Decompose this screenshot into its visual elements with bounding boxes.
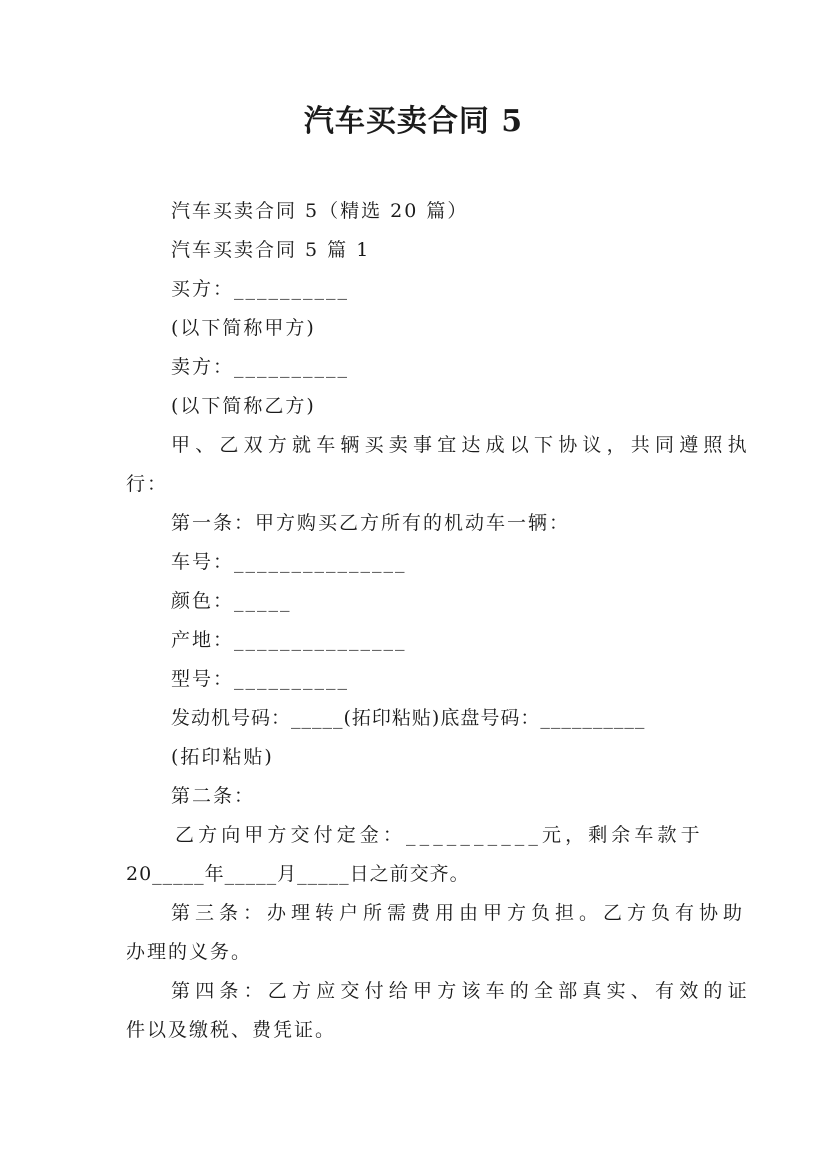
article-four-line: 第四条：乙方应交付给甲方该车的全部真实、有效的证 bbox=[171, 980, 752, 1002]
article-three-line: 办理的义务。 bbox=[126, 941, 253, 963]
article-three-line: 第三条：办理转户所需费用由甲方负担。乙方负有协助 bbox=[171, 902, 748, 924]
buyer-note: (以下简称甲方) bbox=[171, 317, 316, 339]
seller-line: 卖方：__________ bbox=[171, 356, 350, 378]
buyer-line: 买方：__________ bbox=[171, 278, 350, 300]
rubbing-note: (拓印粘贴) bbox=[171, 746, 274, 768]
color-line: 颜色：_____ bbox=[171, 590, 292, 612]
plate-number-line: 车号：_______________ bbox=[171, 551, 407, 573]
article-two: 第二条： bbox=[171, 785, 256, 807]
agreement-paragraph-line: 甲、乙双方就车辆买卖事宜达成以下协议，共同遵照执 bbox=[171, 434, 752, 456]
origin-line: 产地：_______________ bbox=[171, 629, 407, 651]
agreement-paragraph-line: 行： bbox=[126, 473, 169, 495]
document-title: 汽车买卖合同 5 bbox=[303, 104, 524, 139]
deposit-paragraph-line: 20_____年_____月_____日之前交齐。 bbox=[126, 863, 470, 885]
model-line: 型号：__________ bbox=[171, 668, 350, 690]
article-one: 第一条：甲方购买乙方所有的机动车一辆： bbox=[171, 512, 571, 534]
deposit-paragraph-line: 乙方向甲方交付定金：__________元，剩余车款于 bbox=[175, 824, 704, 846]
section-heading: 汽车买卖合同 5 篇 1 bbox=[171, 239, 371, 261]
seller-note: (以下简称乙方) bbox=[171, 395, 316, 417]
engine-chassis-line: 发动机号码：_____(拓印粘贴)底盘号码：__________ bbox=[171, 707, 646, 729]
article-four-line: 件以及缴税、费凭证。 bbox=[126, 1019, 337, 1041]
subtitle-line: 汽车买卖合同 5（精选 20 篇） bbox=[171, 200, 469, 222]
